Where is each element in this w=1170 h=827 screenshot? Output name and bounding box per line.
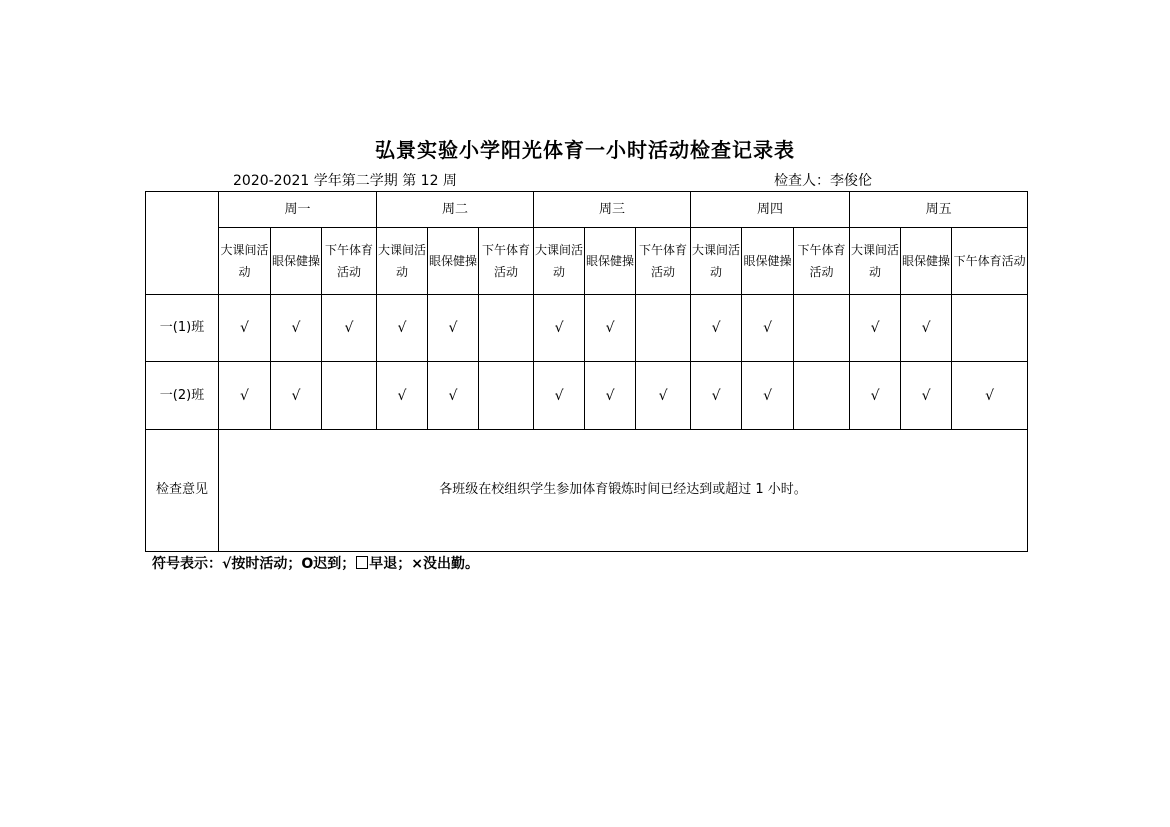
mark-cell: √	[271, 362, 322, 429]
sub-header: 眼保健操	[742, 228, 794, 295]
day-header-wed: 周三	[534, 192, 691, 228]
mark-cell: √	[322, 295, 377, 362]
sub-header: 下午体育活动	[952, 228, 1028, 295]
mark-cell	[794, 295, 850, 362]
page-title: 弘景实验小学阳光体育一小时活动检查记录表	[375, 138, 795, 162]
mark-cell: √	[585, 295, 636, 362]
sub-header: 大课间活动	[377, 228, 428, 295]
legend-prefix: 符号表示：	[152, 556, 222, 572]
sub-header: 下午体育活动	[794, 228, 850, 295]
row-label: 一(1)班	[146, 295, 219, 362]
inspector-info: 检查人：李俊伦	[774, 173, 872, 189]
table-row	[146, 362, 1028, 429]
day-header-fri: 周五	[850, 192, 1028, 228]
mark-cell	[794, 362, 850, 429]
opinion-label: 检查意见	[146, 429, 219, 551]
square-icon	[356, 556, 368, 569]
semester-info: 2020-2021 学年第二学期 第 12 周	[233, 173, 457, 189]
inspection-table	[145, 191, 1028, 552]
mark-cell: √	[636, 362, 691, 429]
corner-cell	[146, 192, 219, 295]
opinion-row	[146, 429, 1028, 551]
sub-header: 大课间活动	[219, 228, 271, 295]
mark-cell: √	[901, 362, 952, 429]
symbol-legend	[152, 553, 479, 573]
sub-header: 大课间活动	[691, 228, 742, 295]
mark-cell: √	[271, 295, 322, 362]
mark-cell: √	[850, 295, 901, 362]
sub-header: 下午体育活动	[479, 228, 534, 295]
cross-icon: ×	[411, 556, 423, 572]
mark-cell: √	[534, 362, 585, 429]
table-row	[146, 295, 1028, 362]
sub-header: 下午体育活动	[636, 228, 691, 295]
row-label: 一(2)班	[146, 362, 219, 429]
mark-cell: √	[585, 362, 636, 429]
sub-header: 下午体育活动	[322, 228, 377, 295]
sub-header: 眼保健操	[901, 228, 952, 295]
legend-late-text: 迟到；	[313, 556, 356, 572]
sub-header-row	[146, 228, 1028, 295]
legend-early-text: 早退；	[369, 556, 412, 572]
mark-cell	[636, 295, 691, 362]
sub-header: 眼保健操	[585, 228, 636, 295]
mark-cell: √	[534, 295, 585, 362]
mark-cell: √	[691, 362, 742, 429]
mark-cell: √	[901, 295, 952, 362]
mark-cell: √	[219, 295, 271, 362]
day-header-tue: 周二	[377, 192, 534, 228]
mark-cell: √	[691, 295, 742, 362]
sub-header: 大课间活动	[850, 228, 901, 295]
mark-cell: √	[742, 295, 794, 362]
legend-absent-text: 没出勤。	[422, 556, 479, 572]
mark-cell	[479, 295, 534, 362]
mark-cell: √	[377, 295, 428, 362]
sub-header: 眼保健操	[271, 228, 322, 295]
mark-cell: √	[428, 362, 479, 429]
mark-cell	[322, 362, 377, 429]
mark-cell: √	[428, 295, 479, 362]
circle-icon: O	[301, 556, 314, 572]
mark-cell: √	[377, 362, 428, 429]
opinion-text: 各班级在校组织学生参加体育锻炼时间已经达到或超过 1 小时。	[219, 429, 1028, 551]
legend-check-text: 按时活动；	[231, 556, 302, 572]
mark-cell: √	[952, 362, 1028, 429]
mark-cell: √	[850, 362, 901, 429]
sub-header: 大课间活动	[534, 228, 585, 295]
sub-header: 眼保健操	[428, 228, 479, 295]
mark-cell	[479, 362, 534, 429]
mark-cell: √	[742, 362, 794, 429]
check-icon: √	[222, 556, 232, 572]
mark-cell: √	[219, 362, 271, 429]
day-header-thu: 周四	[691, 192, 850, 228]
day-header-mon: 周一	[219, 192, 377, 228]
mark-cell	[952, 295, 1028, 362]
